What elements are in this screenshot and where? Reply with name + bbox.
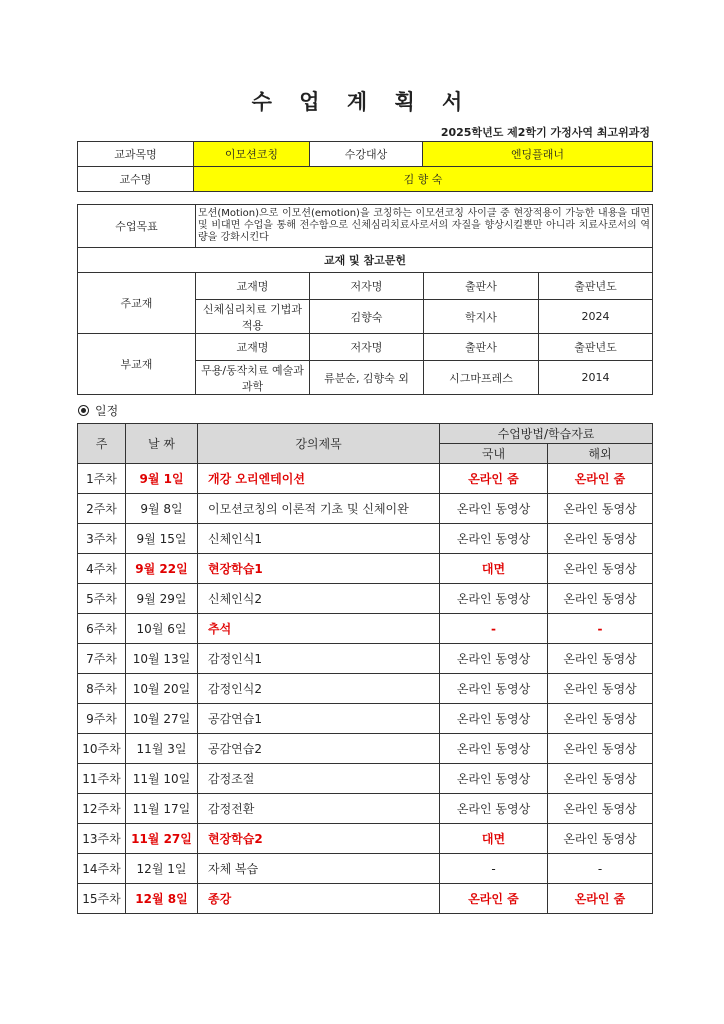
schedule-section-label [78, 402, 118, 419]
overseas-cell: 온라인 동영상 [548, 764, 653, 794]
lecture-cell: 공감연습1 [198, 704, 440, 734]
lecture-cell: 감정전환 [198, 794, 440, 824]
date-cell: 12월 1일 [126, 854, 198, 884]
overseas-cell: 온라인 동영상 [548, 824, 653, 854]
main-book-label: 주교재 [78, 273, 196, 334]
lecture-cell: 신체인식1 [198, 524, 440, 554]
date-cell: 9월 22일 [126, 554, 198, 584]
references-header: 교재 및 참고문헌 [78, 248, 653, 273]
overseas-cell: 온라인 동영상 [548, 554, 653, 584]
domestic-cell: 온라인 동영상 [440, 644, 548, 674]
page-subtitle: 2025학년도 제2학기 가정사역 최고위과정 [440, 126, 650, 139]
table-row [78, 734, 653, 764]
overseas-cell: 온라인 동영상 [548, 584, 653, 614]
date-cell: 9월 1일 [126, 464, 198, 494]
course-value: 이모션코칭 [194, 142, 310, 167]
table-row [78, 494, 653, 524]
table-row [78, 524, 653, 554]
lecture-cell: 감정인식2 [198, 674, 440, 704]
domestic-cell: 온라인 동영상 [440, 524, 548, 554]
table-row [78, 674, 653, 704]
course-info-table [77, 141, 653, 192]
week-cell: 13주차 [78, 824, 126, 854]
date-cell: 10월 27일 [126, 704, 198, 734]
table-row [78, 884, 653, 914]
overseas-cell: 온라인 줌 [548, 464, 653, 494]
page-title: 수 업 계 획 서 [251, 90, 473, 114]
week-cell: 8주차 [78, 674, 126, 704]
sub-book-publisher: 시그마프레스 [424, 361, 539, 395]
week-cell: 7주차 [78, 644, 126, 674]
table-row [78, 704, 653, 734]
lecture-cell: 공감연습2 [198, 734, 440, 764]
col-book-title: 교재명 [196, 273, 310, 300]
domestic-cell: 온라인 동영상 [440, 674, 548, 704]
sub-book-title: 무용/동작치료 예술과 과학 [196, 361, 310, 395]
domestic-cell: 온라인 동영상 [440, 734, 548, 764]
week-cell: 11주차 [78, 764, 126, 794]
date-cell: 10월 6일 [126, 614, 198, 644]
overseas-cell: 온라인 동영상 [548, 494, 653, 524]
target-label: 수강대상 [310, 142, 423, 167]
domestic-cell: 온라인 동영상 [440, 704, 548, 734]
lecture-cell: 감정조절 [198, 764, 440, 794]
overseas-cell: 온라인 동영상 [548, 674, 653, 704]
lecture-cell: 신체인식2 [198, 584, 440, 614]
domestic-cell: - [440, 854, 548, 884]
week-cell: 10주차 [78, 734, 126, 764]
date-cell: 11월 17일 [126, 794, 198, 824]
table-row [78, 824, 653, 854]
lecture-cell: 종강 [198, 884, 440, 914]
col-year: 출판년도 [539, 273, 653, 300]
lecture-cell: 개강 오리엔테이션 [198, 464, 440, 494]
professor-value: 김 향 숙 [194, 167, 653, 192]
sub-book-author: 류분순, 김향숙 외 [310, 361, 424, 395]
col-author: 저자명 [310, 334, 424, 361]
schedule-table [77, 423, 653, 914]
overseas-cell: 온라인 동영상 [548, 704, 653, 734]
lecture-cell: 자체 복습 [198, 854, 440, 884]
date-cell: 11월 10일 [126, 764, 198, 794]
course-label: 교과목명 [78, 142, 194, 167]
main-book-author: 김향숙 [310, 300, 424, 334]
header-overseas: 해외 [548, 444, 653, 464]
col-publisher: 출판사 [424, 334, 539, 361]
week-cell: 9주차 [78, 704, 126, 734]
header-domestic: 국내 [440, 444, 548, 464]
domestic-cell: 온라인 줌 [440, 884, 548, 914]
date-cell: 9월 8일 [126, 494, 198, 524]
overseas-cell: - [548, 854, 653, 884]
domestic-cell: 온라인 동영상 [440, 764, 548, 794]
target-value: 엔딩플래너 [423, 142, 653, 167]
week-cell: 2주차 [78, 494, 126, 524]
lecture-cell: 감정인식1 [198, 644, 440, 674]
overseas-cell: - [548, 614, 653, 644]
domestic-cell: 온라인 동영상 [440, 794, 548, 824]
date-cell: 10월 20일 [126, 674, 198, 704]
table-row [78, 554, 653, 584]
overseas-cell: 온라인 동영상 [548, 524, 653, 554]
professor-label: 교수명 [78, 167, 194, 192]
week-cell: 15주차 [78, 884, 126, 914]
main-book-year: 2024 [539, 300, 653, 334]
table-row [78, 764, 653, 794]
lecture-cell: 이모션코칭의 이론적 기초 및 신체이완 [198, 494, 440, 524]
radio-bullet-icon [78, 405, 89, 416]
date-cell: 12월 8일 [126, 884, 198, 914]
sub-book-year: 2014 [539, 361, 653, 395]
domestic-cell: 온라인 동영상 [440, 494, 548, 524]
week-cell: 12주차 [78, 794, 126, 824]
overseas-cell: 온라인 동영상 [548, 644, 653, 674]
header-date: 날 짜 [126, 424, 198, 464]
date-cell: 10월 13일 [126, 644, 198, 674]
col-year: 출판년도 [539, 334, 653, 361]
main-book-publisher: 학지사 [424, 300, 539, 334]
domestic-cell: 온라인 줌 [440, 464, 548, 494]
schedule-label-text: 일정 [95, 404, 119, 418]
domestic-cell: 온라인 동영상 [440, 584, 548, 614]
goal-references-table [77, 204, 653, 395]
week-cell: 4주차 [78, 554, 126, 584]
domestic-cell: 대면 [440, 824, 548, 854]
overseas-cell: 온라인 동영상 [548, 794, 653, 824]
week-cell: 5주차 [78, 584, 126, 614]
week-cell: 14주차 [78, 854, 126, 884]
lecture-cell: 현장학습2 [198, 824, 440, 854]
week-cell: 6주차 [78, 614, 126, 644]
header-method: 수업방법/학습자료 [440, 424, 653, 444]
table-row [78, 464, 653, 494]
col-publisher: 출판사 [424, 273, 539, 300]
table-row [78, 644, 653, 674]
date-cell: 11월 27일 [126, 824, 198, 854]
col-author: 저자명 [310, 273, 424, 300]
week-cell: 1주차 [78, 464, 126, 494]
table-row [78, 854, 653, 884]
lecture-cell: 추석 [198, 614, 440, 644]
overseas-cell: 온라인 줌 [548, 884, 653, 914]
lecture-cell: 현장학습1 [198, 554, 440, 584]
week-cell: 3주차 [78, 524, 126, 554]
header-week: 주 [78, 424, 126, 464]
main-book-title: 신체심리치료 기법과 적용 [196, 300, 310, 334]
table-row [78, 614, 653, 644]
date-cell: 11월 3일 [126, 734, 198, 764]
goal-label: 수업목표 [78, 205, 196, 248]
date-cell: 9월 15일 [126, 524, 198, 554]
domestic-cell: 대면 [440, 554, 548, 584]
sub-book-label: 부교재 [78, 334, 196, 395]
domestic-cell: - [440, 614, 548, 644]
schedule-body [78, 464, 653, 914]
header-lecture: 강의제목 [198, 424, 440, 464]
col-book-title: 교재명 [196, 334, 310, 361]
table-row [78, 584, 653, 614]
table-row [78, 794, 653, 824]
overseas-cell: 온라인 동영상 [548, 734, 653, 764]
goal-text: 모션(Motion)으로 이모션(emotion)을 코칭하는 이모션코칭 사이클 중 현장적용이 가능한 내용을 대면 및 비대면 수업을 통해 전수함으로 신체심리치료사로서의 자질을 향상시킬뿐만 아니라 치료사로서의 역량을 강화시킨다 [196, 205, 653, 248]
date-cell: 9월 29일 [126, 584, 198, 614]
